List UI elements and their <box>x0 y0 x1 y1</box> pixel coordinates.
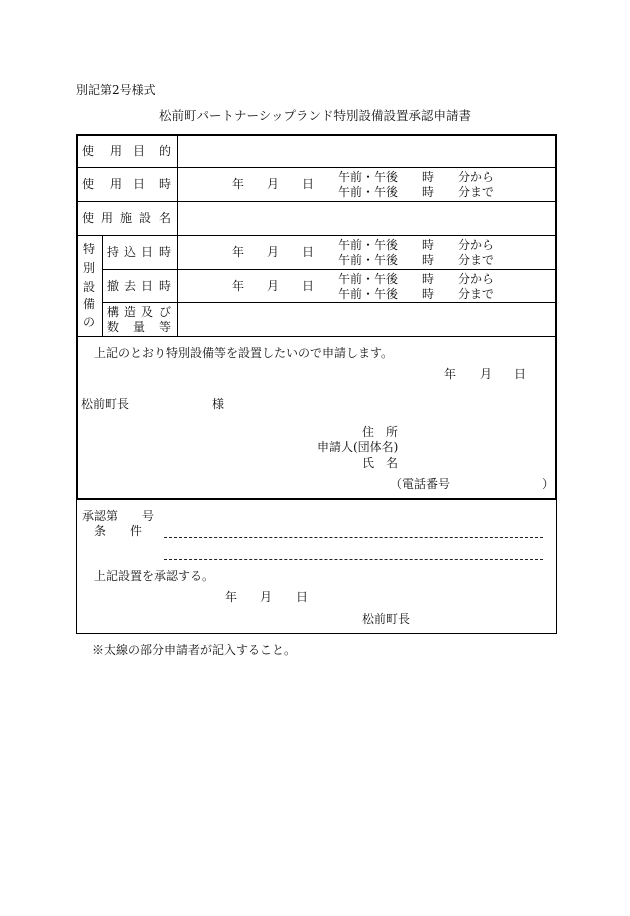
addressee: 松前町長 <box>81 397 130 411</box>
structure-label-char: 等 <box>159 320 172 334</box>
structure-label-char: 数 <box>107 320 120 334</box>
application-year-unit: 年 <box>444 367 457 381</box>
facility-input[interactable] <box>178 202 555 234</box>
footnote: ※太線の部分申請者が記入すること。 <box>92 643 297 657</box>
bring-in-label-char: 込 <box>124 245 137 259</box>
time-from-line: 午前・午後 時 分から <box>338 238 495 252</box>
conditions-line <box>164 537 543 538</box>
honorific: 様 <box>212 397 225 411</box>
special-label-char: の <box>83 315 96 329</box>
applicant-label: 申請人(団体名) <box>317 440 399 454</box>
time-to-line: 午前・午後 時 分まで <box>338 253 495 267</box>
address-label: 住 所 <box>362 425 399 439</box>
row-divider <box>102 269 556 270</box>
datetime-label-char: 使 <box>82 177 95 191</box>
time-from-line: 午前・午後 時 分から <box>338 170 495 184</box>
special-label-char: 備 <box>83 297 96 311</box>
phone-label: （電話番号 <box>390 477 451 491</box>
phone-close-paren: ） <box>542 477 555 491</box>
structure-label-char: 量 <box>133 320 146 334</box>
time-to-line: 午前・午後 時 分まで <box>338 287 495 301</box>
facility-label-char: 名 <box>159 211 172 225</box>
purpose-label-char: 的 <box>159 144 172 158</box>
conditions-label: 条 件 <box>94 524 143 538</box>
name-label: 氏 名 <box>362 456 399 470</box>
approval-month-unit: 月 <box>260 590 273 604</box>
row-divider <box>77 167 556 168</box>
structure-label-char: 構 <box>107 305 120 319</box>
row-divider <box>77 336 556 337</box>
special-label-char: 別 <box>83 261 96 275</box>
date-year-unit: 年 <box>232 245 245 259</box>
removal-label-char: 撤 <box>107 279 120 293</box>
special-label-char: 特 <box>83 242 96 256</box>
bring-in-label-char: 持 <box>107 245 120 259</box>
application-day-unit: 日 <box>514 367 527 381</box>
conditions-line <box>164 559 543 560</box>
structure-quantity-input[interactable] <box>178 303 555 335</box>
structure-label-char: 及 <box>141 305 154 319</box>
form-number-label: 別記第2号様式 <box>76 83 156 97</box>
date-year-unit: 年 <box>232 177 245 191</box>
facility-label-char: 用 <box>101 211 114 225</box>
bring-in-label-char: 時 <box>159 245 172 259</box>
purpose-label-char: 用 <box>110 144 123 158</box>
facility-label-char: 施 <box>120 211 133 225</box>
form-title: 松前町パートナーシップランド特別設備設置承認申請書 <box>158 108 471 123</box>
special-label-char: 設 <box>83 280 96 294</box>
time-to-line: 午前・午後 時 分まで <box>338 185 495 199</box>
bring-in-label-char: 日 <box>141 245 154 259</box>
removal-label-char: 時 <box>159 279 172 293</box>
purpose-label-char: 使 <box>82 144 95 158</box>
datetime-label-char: 日 <box>133 177 146 191</box>
purpose-label-char: 目 <box>133 144 146 158</box>
purpose-input[interactable] <box>178 136 555 166</box>
date-day-unit: 日 <box>302 279 315 293</box>
datetime-label-char: 時 <box>159 177 172 191</box>
application-statement: 上記のとおり特別設備等を設置したいので申請します。 <box>94 346 394 360</box>
datetime-label-char: 用 <box>110 177 123 191</box>
time-from-line: 午前・午後 時 分から <box>338 272 495 286</box>
column-divider <box>102 235 103 336</box>
date-day-unit: 日 <box>302 177 315 191</box>
date-month-unit: 月 <box>267 279 280 293</box>
approval-year-unit: 年 <box>225 590 238 604</box>
date-month-unit: 月 <box>267 177 280 191</box>
approval-signer: 松前町長 <box>362 612 411 626</box>
date-day-unit: 日 <box>302 245 315 259</box>
structure-label-char: び <box>159 305 172 319</box>
facility-label-char: 使 <box>82 211 95 225</box>
approval-statement: 上記設置を承認する。 <box>94 569 215 583</box>
row-divider <box>77 235 556 236</box>
removal-label-char: 去 <box>124 279 137 293</box>
approval-number-label: 承認第 号 <box>82 509 155 523</box>
date-month-unit: 月 <box>267 245 280 259</box>
date-year-unit: 年 <box>232 279 245 293</box>
approval-day-unit: 日 <box>296 590 309 604</box>
structure-label-char: 造 <box>124 305 137 319</box>
application-month-unit: 月 <box>480 367 493 381</box>
facility-label-char: 設 <box>139 211 152 225</box>
removal-label-char: 日 <box>141 279 154 293</box>
